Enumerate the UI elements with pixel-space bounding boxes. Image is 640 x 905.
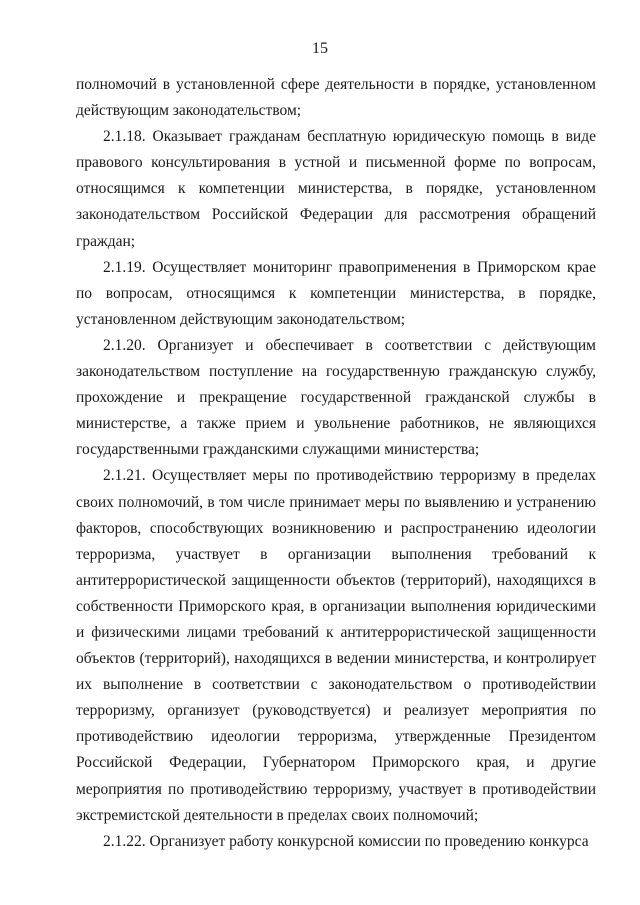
paragraph-2-1-18: 2.1.18. Оказывает гражданам бесплатную юридическую помощь в виде правового консультирования в устной и письменной форме по вопросам, относящимся к компетенции министерства, в порядке, установленном законодательством Российской Федерации для рассмотрения обращений граждан; xyxy=(76,128,596,250)
paragraph-2-1-22: 2.1.22. Организует работу конкурсной комиссии по проведению конкурса xyxy=(103,832,589,850)
document-body xyxy=(76,72,596,855)
paragraph-2-1-19: 2.1.19. Осуществляет мониторинг правоприменения в Приморском крае по вопросам, относящимся к компетенции министерства, в порядке, установленном действующим законодательством; xyxy=(76,258,596,328)
page-number: 15 xyxy=(312,40,328,57)
paragraph-2-1-20: 2.1.20. Организует и обеспечивает в соответствии с действующим законодательством поступление на государственную гражданскую службу, прохождение и прекращение государственной гражданской службы в министерстве, а также прием и увольнение работников, не являющихся государственными гражданскими служащими министерства; xyxy=(76,336,596,459)
paragraph-continuation: полномочий в установленной сфере деятельности в порядке, установленном действующим законодательством; xyxy=(76,76,596,120)
paragraph-2-1-21: 2.1.21. Осуществляет меры по противодействию терроризму в пределах своих полномочий, в том числе принимает меры по выявлению и устранению факторов, способствующих возникновению и распространению идеологии терроризма, участвует в организации выполнения требований к антитеррористической защищенности объектов (территорий), находящихся в собственности Приморского края, в организации выполнения юридическими и физическими лицами требований к антитеррористической защищенности объектов (территорий), находящихся в ведении министерства, и контролирует их выполнение в соответствии с законодательством о противодействии терроризму, организует (руководствуется) и реализует мероприятия по противодействию идеологии терроризма, утвержденные Президентом Российской Федерации, Губернатором Приморского края, и другие мероприятия по противодействию терроризму, участвует в противодействии экстремистской деятельности в пределах своих полномочий; xyxy=(76,467,596,824)
